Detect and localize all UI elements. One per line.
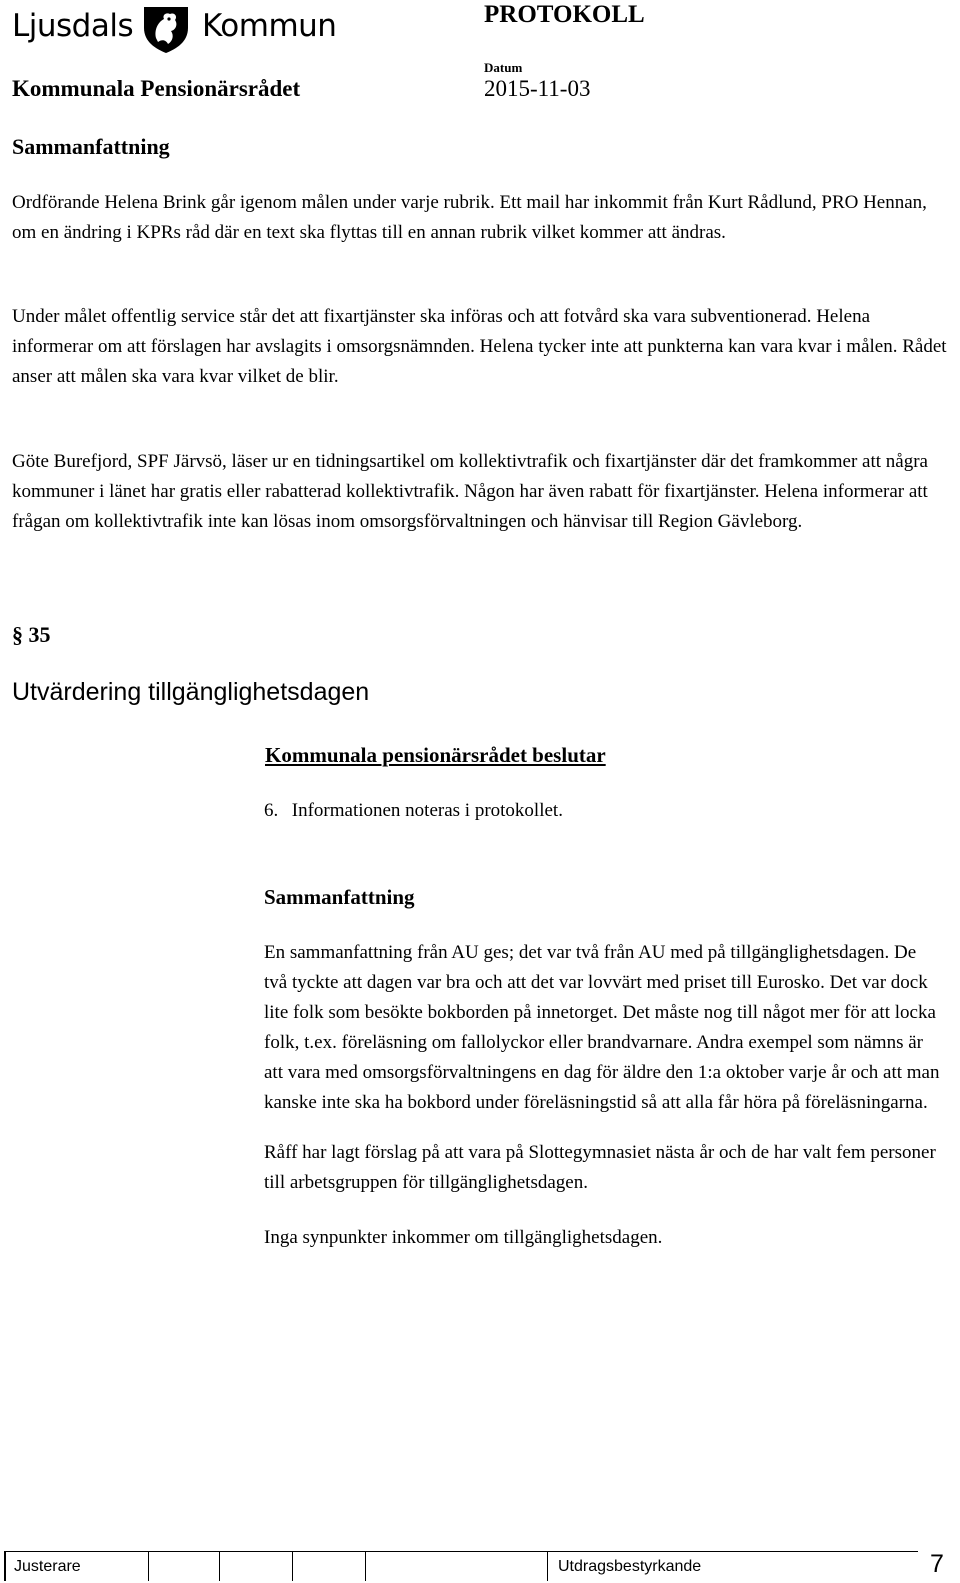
document-type: PROTOKOLL — [484, 1, 645, 28]
signature-box — [149, 1552, 220, 1581]
summary-paragraph: En sammanfattning från AU ges; det var två från AU med på tillgänglighetsdagen. De två tyckte att dagen var bra och att det var lovvärt med priset till Eurosko. Det var dock lite folk som besökte bokborden på innetorget. Det måste nog till något mer för att locka folk, t.ex. föreläsning om fallolyckor eller brandvarnare. Andra exempel som nämns är att vara med omsorgsförvaltningens en dag för äldre den 1:a oktober varje år och att man kanske inte ska ha bokbord under föreläsningstid så att alla får höra på föreläsningarna. — [264, 942, 940, 1113]
signature-box — [293, 1552, 366, 1581]
summary-paragraph: Under målet offentlig service står det att fixartjänster ska införas och att fotvård ska vara subventionerad. Helena informerar om att förslagen har avslagits i omsorgsnämnden. Helena tycker inte att punkterna kan vara kvar i målen. Rådet anser att målen ska vara kvar vilket de blir. — [12, 306, 947, 387]
date-value: 2015-11-03 — [484, 76, 591, 101]
summary-heading: Sammanfattning — [264, 885, 415, 909]
organization-name: Kommunala Pensionärsrådet — [12, 76, 301, 101]
utdragsbestyrkande-cell: Utdragsbestyrkande — [558, 1558, 702, 1575]
decision-number: 6. — [264, 800, 279, 821]
summary-paragraph: Göte Burefjord, SPF Järvsö, läser ur en tidningsartikel om kollektivtrafik och fixartjänster där det framkommer att några kommuner i länet har gratis eller rabatterad kollektivtrafik. Någon har även rabatt för fixartjänster. Helena informerar att frågan om kollektivtrafik inte kan lösas inom omsorgsförvaltningen och hänvisar till Region Gävleborg. — [12, 451, 928, 532]
section-title: Utvärdering tillgänglighetsdagen — [12, 678, 370, 706]
summary-paragraph: Råff har lagt förslag på att vara på Slottegymnasiet nästa år och de har valt fem personer till arbetsgruppen för tillgänglighetsdagen. — [264, 1142, 936, 1193]
summary-paragraph: Inga synpunkter inkommer om tillgänglighetsdagen. — [264, 1227, 663, 1248]
justerare-cell: Justerare — [6, 1552, 149, 1581]
logo-text-right: Kommun — [202, 8, 337, 44]
page-number: 7 — [930, 1550, 944, 1578]
summary-paragraph: Ordförande Helena Brink går igenom målen under varje rubrik. Ett mail har inkommit från Kurt Rådlund, PRO Hennan, om en ändring i KPRs råd där en text ska flyttas till en annan rubrik vilket kommer att ändras. — [12, 192, 927, 243]
signature-box — [366, 1552, 548, 1581]
decision-heading: Kommunala pensionärsrådet beslutar — [265, 743, 606, 767]
municipality-logo — [12, 4, 337, 58]
signature-footer — [4, 1551, 918, 1581]
date-label: Datum — [484, 60, 523, 75]
decision-item — [264, 796, 563, 826]
summary-heading: Sammanfattning — [12, 134, 170, 159]
signature-box — [220, 1552, 293, 1581]
decision-text: Informationen noteras i protokollet. — [291, 800, 563, 821]
logo-text-left: Ljusdals — [12, 8, 134, 44]
coat-of-arms-icon — [140, 4, 192, 54]
section-paragraph-number: § 35 — [12, 622, 51, 647]
